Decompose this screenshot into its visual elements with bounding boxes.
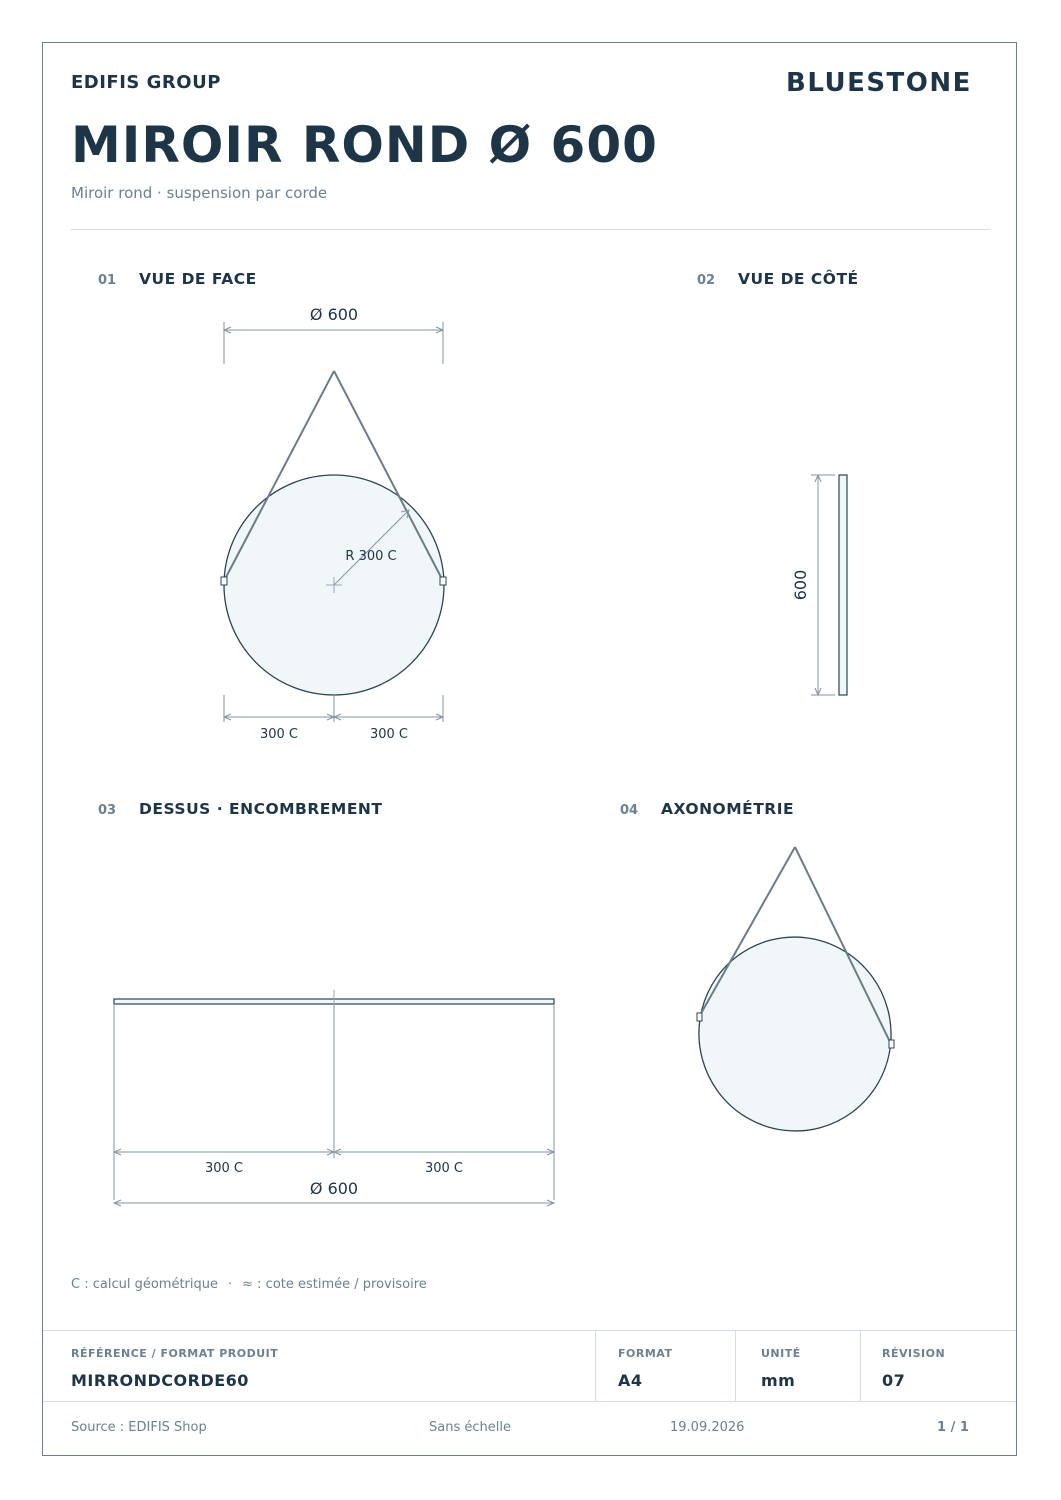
view-2-title: VUE DE CÔTÉ (738, 270, 859, 288)
front-diameter-label: Ø 600 (309, 305, 359, 324)
title-block-top-rule (43, 1330, 1016, 1331)
footer-date: 19.09.2026 (670, 1420, 745, 1435)
rope-anchor-axo-left (697, 1013, 702, 1021)
front-half-left-label: 300 C (259, 727, 299, 742)
legend-calc: C : calcul géométrique (71, 1277, 218, 1292)
format-label: FORMAT (618, 1347, 673, 1360)
view-4-title: AXONOMÉTRIE (661, 800, 795, 818)
rope-anchor-left (221, 577, 227, 585)
view-1-title: VUE DE FACE (139, 270, 257, 288)
side-height-label: 600 (791, 569, 810, 601)
view-3-title: DESSUS · ENCOMBREMENT (139, 800, 383, 818)
footer-scale: Sans échelle (429, 1420, 511, 1435)
reference-label: RÉFÉRENCE / FORMAT PRODUIT (71, 1347, 279, 1360)
top-diameter-label: Ø 600 (309, 1179, 359, 1198)
axonometric-view (677, 847, 913, 1153)
side-height-dimension (815, 475, 821, 695)
front-view (221, 305, 446, 742)
company-name: EDIFIS GROUP (71, 72, 221, 93)
view-2-number: 02 (697, 273, 716, 288)
radius-label: R 300 C (345, 549, 397, 564)
page-subtitle: Miroir rond · suspension par corde (71, 184, 328, 202)
mirror-axonometric (677, 915, 913, 1152)
footer-source: Source : EDIFIS Shop (71, 1420, 207, 1435)
notation-legend (71, 1277, 427, 1292)
title-block-divider-2 (735, 1331, 736, 1401)
page-title: MIROIR ROND Ø 600 (71, 116, 658, 174)
top-half-right-label: 300 C (424, 1161, 464, 1176)
title-block-bottom-rule (43, 1401, 1016, 1402)
reference-value: MIRRONDCORDE60 (71, 1371, 249, 1390)
rope-anchor-axo-right (889, 1040, 894, 1048)
mirror-side-profile (839, 475, 847, 695)
legend-separator: · (228, 1277, 233, 1292)
top-diameter-dimension (114, 1200, 554, 1206)
title-block-divider-1 (595, 1331, 596, 1401)
top-view (114, 990, 554, 1206)
view-4-number: 04 (620, 803, 639, 818)
unit-label: UNITÉ (761, 1347, 801, 1360)
side-view (791, 475, 847, 695)
title-block-divider-3 (860, 1331, 861, 1401)
unit-value: mm (761, 1371, 796, 1390)
revision-label: RÉVISION (882, 1347, 946, 1360)
front-half-right-label: 300 C (369, 727, 409, 742)
revision-value: 07 (882, 1371, 906, 1390)
view-3-number: 03 (98, 803, 117, 818)
front-diameter-dimension (224, 327, 443, 333)
footer-page-number: 1 / 1 (937, 1420, 969, 1435)
format-value: A4 (618, 1371, 643, 1390)
rope-anchor-right (440, 577, 446, 585)
view-1-number: 01 (98, 273, 117, 288)
brand-name: BLUESTONE (786, 68, 972, 98)
legend-estimate: ≈ : cote estimée / provisoire (242, 1277, 427, 1292)
top-half-left-label: 300 C (204, 1161, 244, 1176)
